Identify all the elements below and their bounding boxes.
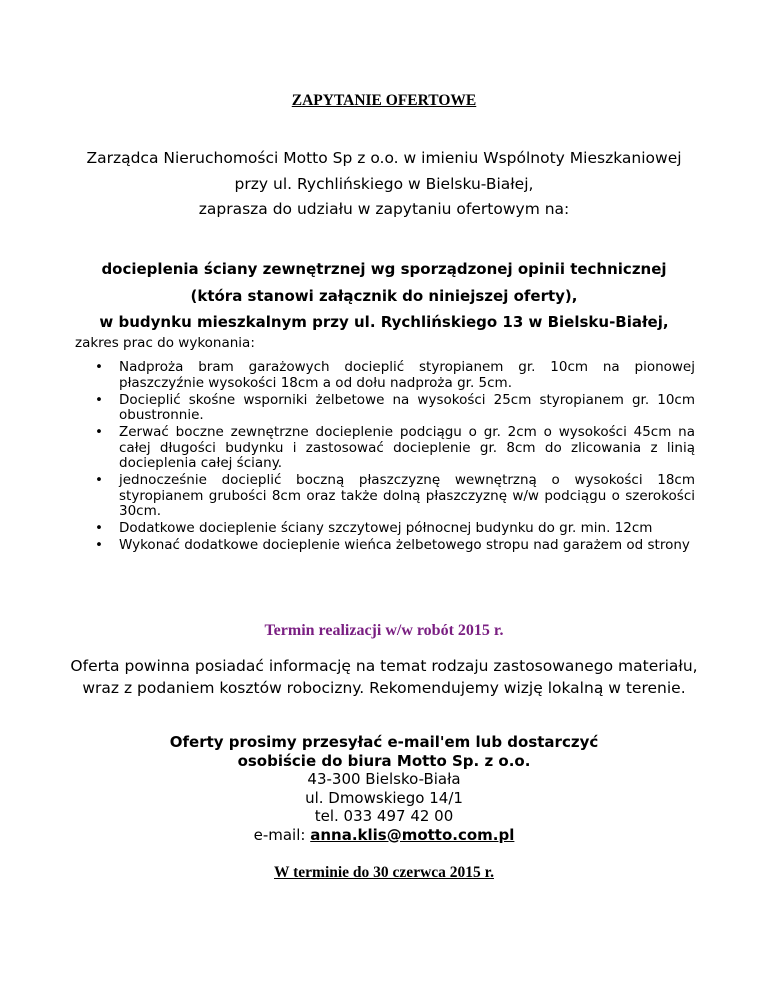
document-title: ZAPYTANIE OFERTOWE [291, 92, 477, 109]
bullet-icon: • [95, 391, 103, 408]
bullet-icon: • [95, 520, 103, 536]
scope-item [95, 393, 695, 424]
subject-line-3: w budynku mieszkalnym przy ul. Rychlińskiego 13 w Bielsku-Białej, [99, 313, 669, 331]
email-label: e-mail: [253, 825, 311, 844]
intro-paragraph [0, 146, 768, 223]
subject-line-2: (która stanowi załącznik do niniejszej oferty), [190, 286, 578, 305]
scope-item-text: Docieplić skośne wsporniki żelbetowe na wysokości 25cm styropianem gr. 10cm obustronnie. [119, 391, 695, 423]
scope-list [95, 360, 695, 555]
submit-deadline: W terminie do 30 czerwca 2015 r. [274, 864, 494, 881]
contact-block [0, 733, 768, 844]
contact-postal: 43-300 Bielsko-Biała [307, 770, 461, 788]
bullet-icon: • [95, 424, 103, 440]
work-deadline: Termin realizacji w/w robót 2015 r. [264, 622, 504, 639]
offer-info [0, 655, 768, 699]
scope-item [95, 521, 695, 537]
bullet-icon: • [95, 537, 103, 553]
scope-item-text: Wykonać dodatkowe docieplenie wieńca żelbetowego stropu nad garażem od strony [119, 537, 690, 553]
intro-line-3: zaprasza do udziału w zapytaniu ofertowym na: [198, 200, 570, 218]
scope-item-text: Nadproża bram garażowych docieplić styropianem gr. 10cm na pionowej płaszczyźnie wysokości 18cm a od dołu nadproża gr. 5cm. [119, 359, 695, 391]
intro-line-2: przy ul. Rychlińskiego w Bielsku-Białej, [234, 174, 534, 193]
scope-item-text: Zerwać boczne zewnętrzne docieplenie podciągu o gr. 2cm o wysokości 45cm na całej długości budynku i zastosować docieplenie gr. 8cm do zlicowania z linią docieplenia całej ściany. [119, 424, 695, 471]
subject-line-1: docieplenia ściany zewnętrznej wg sporządzonej opinii technicznej [101, 260, 667, 278]
bullet-icon: • [95, 359, 103, 375]
contact-line-1: Oferty prosimy przesyłać e-mail'em lub dostarczyć [169, 733, 599, 751]
scope-item-text: Dodatkowe docieplenie ściany szczytowej północnej budynku do gr. min. 12cm [119, 520, 653, 536]
offer-info-line-1: Oferta powinna posiadać informację na temat rodzaju zastosowanego materiału, [70, 657, 698, 675]
contact-email-row [0, 826, 768, 845]
email-link[interactable]: anna.klis@motto.com.pl [310, 825, 515, 844]
subject-block [0, 256, 768, 336]
bullet-icon: • [95, 472, 103, 488]
offer-info-line-2: wraz z podaniem kosztów robocizny. Rekomendujemy wizję lokalną w terenie. [82, 679, 686, 697]
contact-phone: tel. 033 497 42 00 [314, 807, 454, 825]
intro-line-1: Zarządca Nieruchomości Motto Sp z o.o. w imieniu Wspólnoty Mieszkaniowej [86, 149, 682, 167]
scope-item [95, 473, 695, 520]
contact-street: ul. Dmowskiego 14/1 [305, 788, 463, 807]
scope-label: zakres prac do wykonania: [75, 335, 255, 351]
scope-item [95, 360, 695, 391]
scope-item [95, 425, 695, 472]
scope-item-text: jednocześnie docieplić boczną płaszczyznę wewnętrzną o wysokości 18cm styropianem grubości 8cm oraz także dolną płaszczyznę w/w podciągu o szerokości 30cm. [119, 472, 695, 519]
contact-line-2: osobiście do biura Motto Sp. z o.o. [237, 751, 531, 770]
scope-item [95, 538, 695, 554]
